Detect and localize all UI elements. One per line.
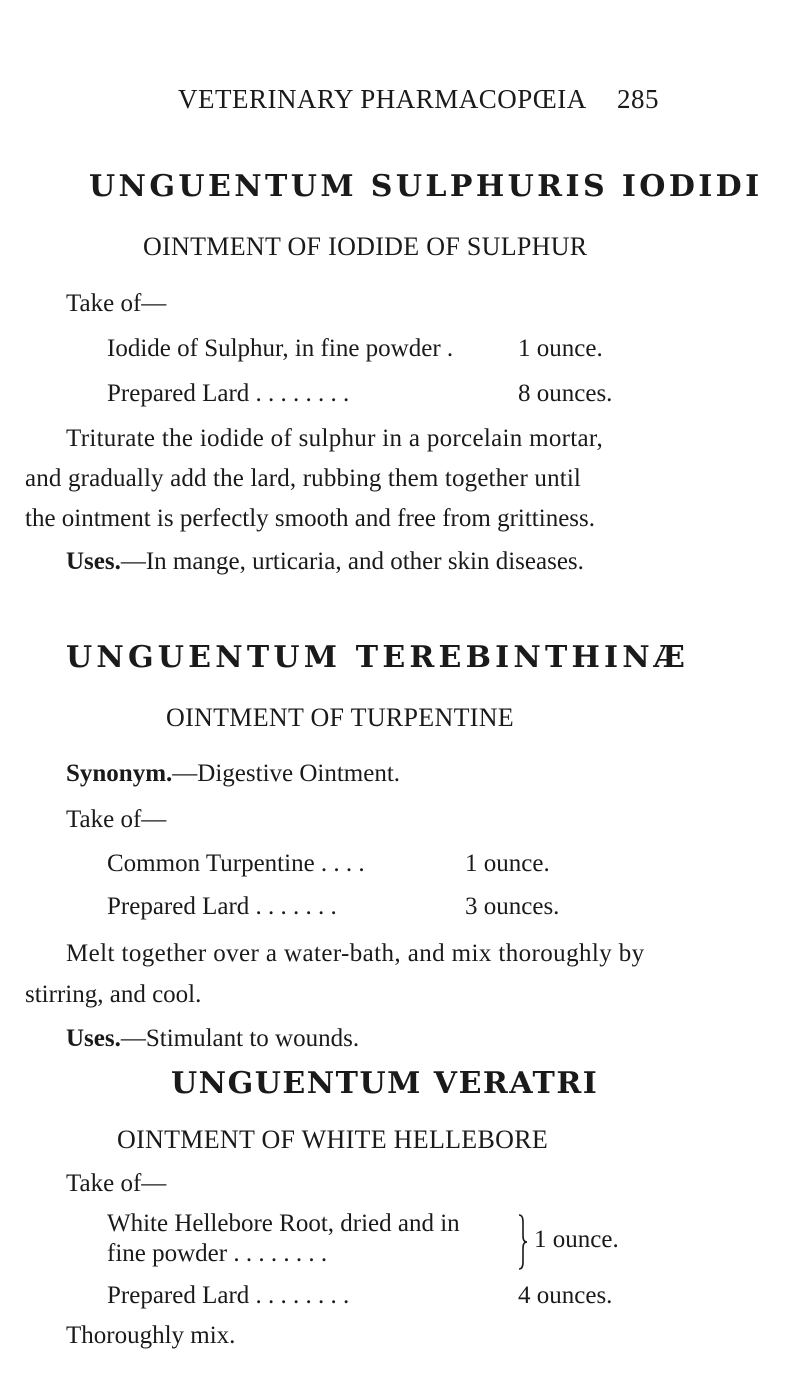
ingredient-name: Prepared Lard . . . . . . . . [107,1282,350,1309]
brace-icon [518,1214,528,1270]
uses-line [66,548,584,576]
uses-text: —In mange, urticaria, and other skin diseases. [120,548,584,575]
uses-line [66,1025,359,1053]
method-line: Triturate the iodide of sulphur in a porcelain mortar, [66,425,604,452]
uses-text: —Stimulant to wounds. [120,1025,360,1052]
ingredient-amount: 1 ounce. [534,1226,619,1253]
uses-label: Uses. [66,1025,121,1052]
page-number: 285 [617,84,659,114]
ingredient-name-line2: fine powder . . . . . . . . [107,1240,328,1267]
ingredient-name: Prepared Lard . . . . . . . . [107,380,350,407]
section-subtitle: OINTMENT OF IODIDE OF SULPHUR [143,232,588,261]
method-line: the ointment is perfectly smooth and free from grittiness. [25,505,595,532]
synonym-line [66,760,400,788]
section-title: UNGUENTUM SULPHURIS IODIDI [89,169,763,204]
take-of-label: Take of— [66,1170,167,1197]
section-title: UNGUENTUM VERATRI [171,1066,599,1101]
ingredient-amount: 8 ounces. [518,380,613,407]
ingredient-name: Common Turpentine . . . . [107,850,365,877]
uses-label: Uses. [66,548,121,575]
ingredient-name: Iodide of Sulphur, in fine powder . [107,335,454,362]
synonym-label: Synonym. [66,760,173,787]
method-line: and gradually add the lard, rubbing them together until [25,465,582,492]
ingredient-name-line1: White Hellebore Root, dried and in [107,1210,460,1237]
section-subtitle: OINTMENT OF WHITE HELLEBORE [117,1125,549,1154]
ingredient-amount: 3 ounces. [465,893,560,920]
section-title: UNGUENTUM TEREBINTHINÆ [66,640,690,675]
take-of-label: Take of— [66,290,167,317]
ingredient-name: Prepared Lard . . . . . . . [107,893,337,920]
running-title: VETERINARY PHARMACOPŒIA [178,84,587,114]
section-subtitle: OINTMENT OF TURPENTINE [166,703,514,732]
method-line: stirring, and cool. [25,981,202,1008]
take-of-label: Take of— [66,806,167,833]
synonym-text: —Digestive Ointment. [172,760,401,787]
method-line: Thoroughly mix. [66,1322,236,1349]
ingredient-amount: 1 ounce. [465,850,550,877]
ingredient-amount: 4 ounces. [518,1282,613,1309]
method-line: Melt together over a water-bath, and mix thoroughly by [66,940,645,967]
ingredient-amount: 1 ounce. [518,335,603,362]
